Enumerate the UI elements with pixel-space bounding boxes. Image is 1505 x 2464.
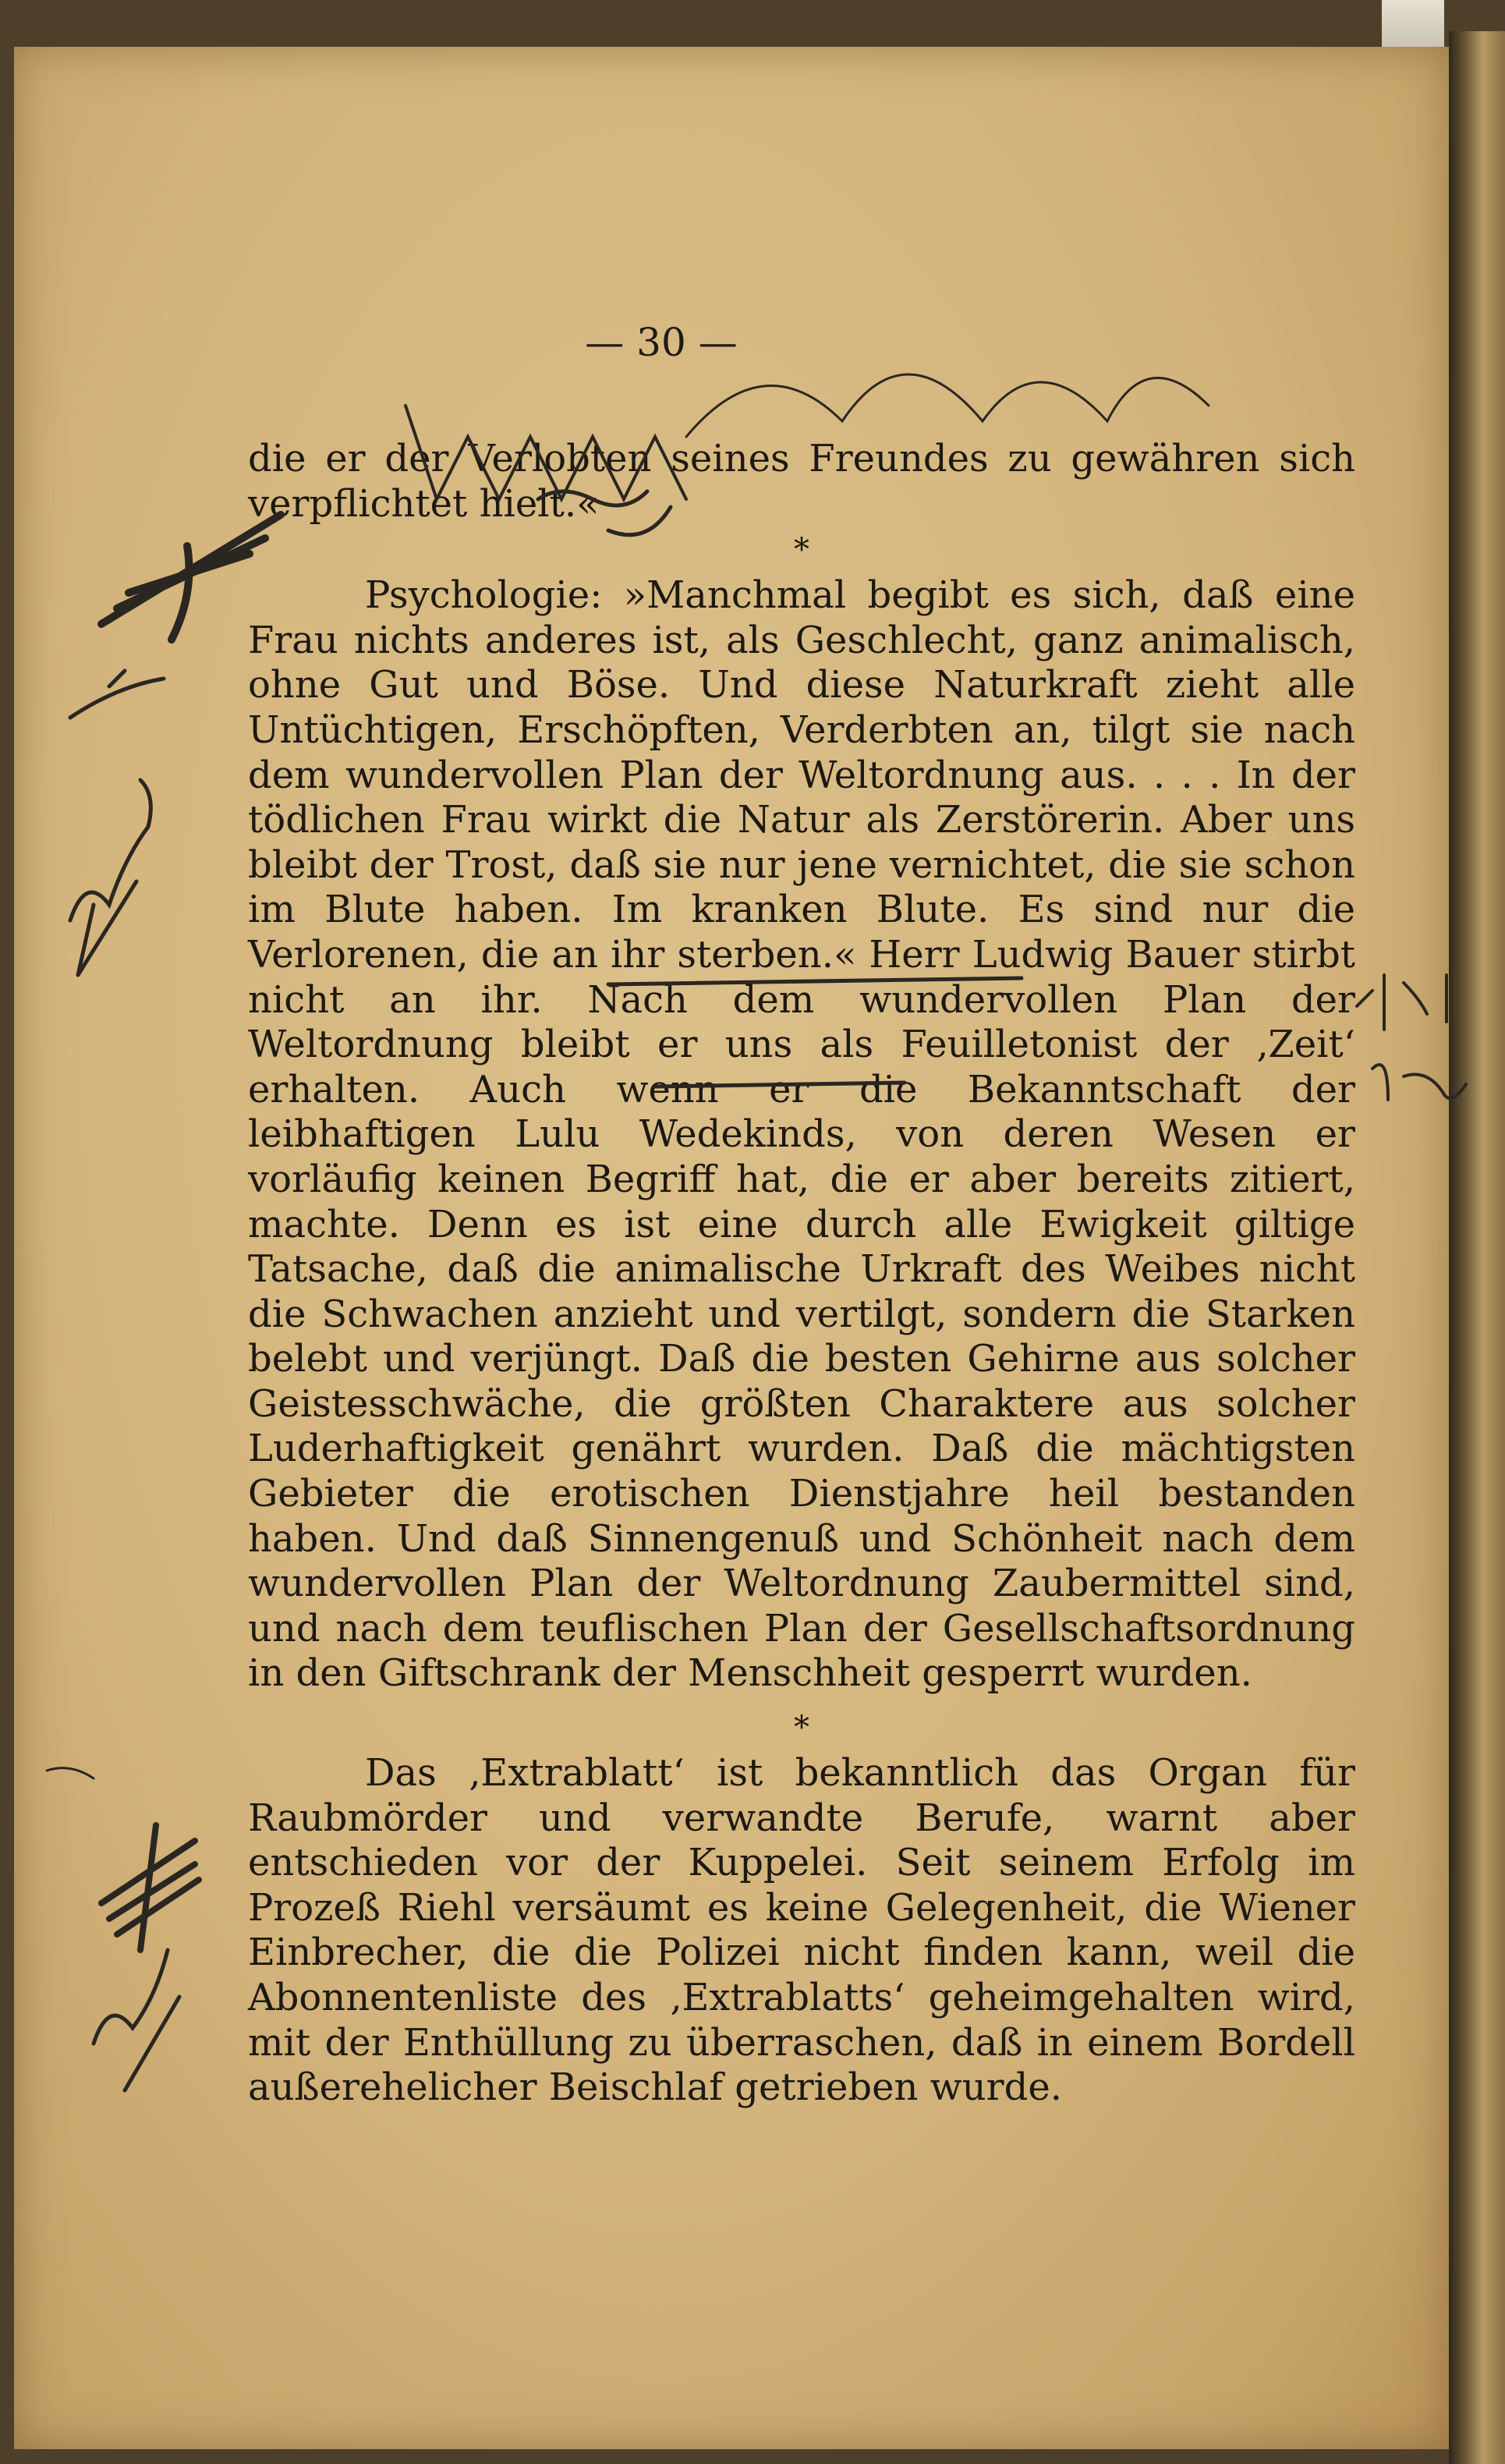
body-text [248,437,1355,2111]
paragraph-continuation: die er der Verlobten seines Freundes zu gewähren sich verpflichtet hielt.« [248,437,1355,526]
paragraph-extrablatt: Das ‚Extrablatt‘ ist bekanntlich das Organ für Raubmörder und verwandte Berufe, warnt aber entschieden vor der Kuppelei. Seit seinem Erfolg im Prozeß Riehl versäumt es keine Gelegenheit, die Wiener Einbrecher, die die Polizei nicht finden kann, weil die Abonnentenliste des ‚Extrablatts‘ geheimgehalten wird, mit der Enthüllung zu überraschen, daß in einem Bordell außerehelicher Beischlaf getrieben wurde. [248,1751,1355,2110]
paragraph-psychologie: Psychologie: »Manchmal begibt es sich, daß eine Frau nichts anderes ist, als Geschlecht, ganz animalisch, ohne Gut und Böse. Und diese Naturkraft zieht alle Untüchtigen, Erschöpften, Verderbten an, tilgt sie nach dem wundervollen Plan der Weltordnung aus. . . . In der tödlichen Frau wirkt die Natur als Zerstörerin. Aber uns bleibt der Trost, daß sie nur jene vernichtet, die sie schon im Blute haben. Im kranken Blute. Es sind nur die Verlorenen, die an ihr sterben.« Herr Ludwig Bauer stirbt nicht an ihr. Nach dem wundervollen Plan der Weltordnung bleibt er uns als Feuilletonist der ‚Zeit‘ erhalten. Auch wenn er die Bekanntschaft der leibhaftigen Lulu Wedekinds, von deren Wesen er vorläufig keinen Begriff hat, die er aber bereits zitiert, machte. Denn es ist eine durch alle Ewigkeit giltige Tatsache, daß die animalische Urkraft des Weibes nicht die Schwachen anzieht und vertilgt, sondern die Starken belebt und verjüngt. Daß die besten Gehirne aus solcher Geistesschwäche, die größten Charaktere aus solcher Luderhaftigkeit genährt wurden. Daß die mächtigsten Gebieter die erotischen Dienstjahre heil bestanden haben. Und daß Sinnengenuß und Schönheit nach dem wundervollen Plan der Weltordnung Zaubermittel sind, und nach dem teuflischen Plan der Gesellschaftsordnung in den Giftschrank der Menschheit gesperrt wurden. [248,573,1355,1696]
section-separator: * [794,1710,809,1746]
section-separator: * [794,532,809,569]
page-number: — 30 — [585,320,738,365]
book-edge [1449,31,1505,2464]
book-page [14,47,1449,2449]
